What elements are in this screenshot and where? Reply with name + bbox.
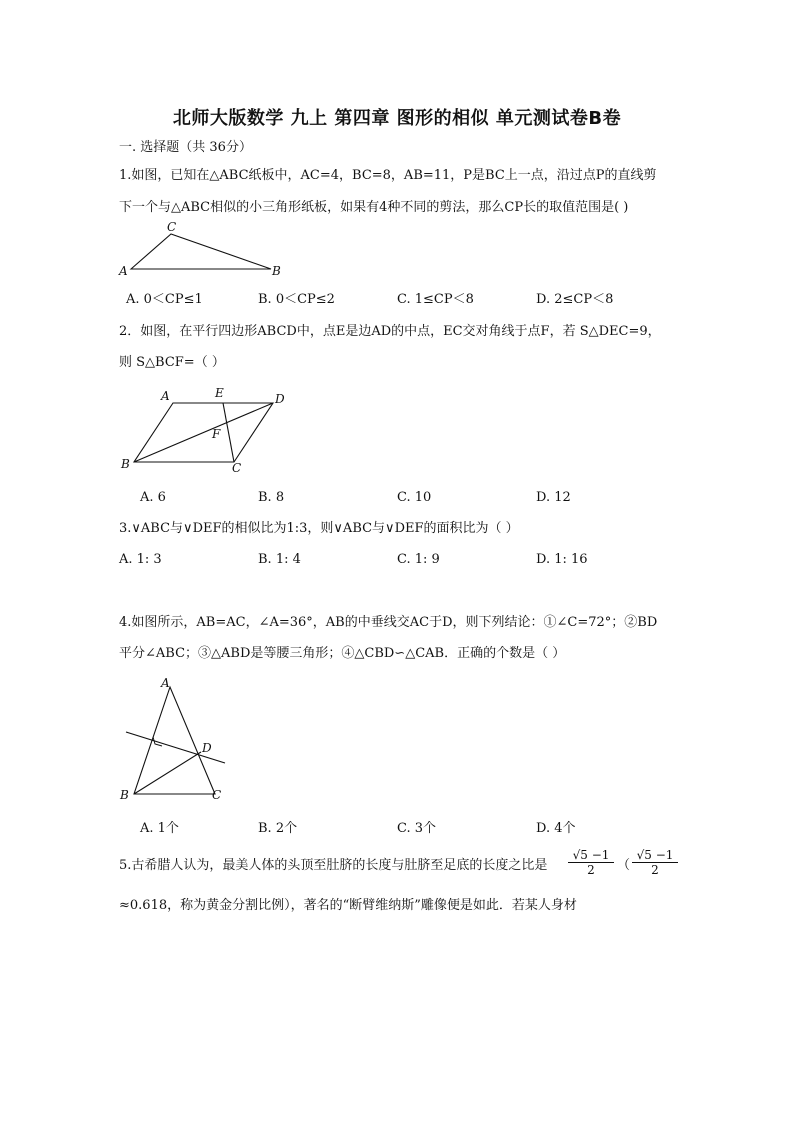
q1-triangle-abc (131, 234, 271, 269)
q2-option-b: B. 8 (258, 490, 285, 505)
q2-text-line1: 2．如图，在平行四边形ABCD中，点E是边AD的中点，EC交对角线于点F，若 S△DEC=9， (119, 324, 661, 339)
q4-label-d: D (202, 741, 212, 755)
q2-option-d: D. 12 (536, 490, 571, 505)
q1-option-d: D. 2≤CP＜8 (536, 292, 614, 307)
q5-fraction-1 (568, 848, 614, 877)
q5-fraction-1-numerator: √5 −1 (568, 848, 614, 863)
q4-option-c: C. 3个 (397, 821, 437, 836)
q2-option-c: C. 10 (397, 490, 432, 505)
q4-label-a: A (161, 676, 170, 690)
q3-option-a: A. 1: 3 (119, 552, 162, 567)
q3-text-line1: 3.∨ABC与∨DEF的相似比为1:3，则∨ABC与∨DEF的面积比为（ ） (119, 521, 519, 536)
q4-text-line1: 4.如图所示，AB=AC，∠A=36°，AB的中垂线交AC于D，则下列结论：①∠C=72°；②BD (119, 615, 658, 630)
q2-parallelogram-figure (117, 383, 297, 475)
q2-diagonal-bd (134, 403, 273, 462)
q4-option-b: B. 2个 (258, 821, 298, 836)
q3-option-d: D. 1: 16 (536, 552, 588, 567)
q1-option-b: B. 0＜CP≤2 (258, 292, 335, 307)
q2-label-d: D (275, 392, 285, 406)
q4-label-c: C (212, 788, 222, 802)
q1-label-c: C (167, 220, 177, 234)
page-title: 北师大版数学 九上 第四章 图形的相似 单元测试卷B卷 (172, 108, 622, 129)
q1-option-a: A. 0＜CP≤1 (126, 292, 203, 307)
q5-fraction-2 (632, 848, 678, 877)
q5-text-line1: 5.古希腊人认为，最美人体的头顶至肚脐的长度与肚脐至足底的长度之比是 (119, 858, 548, 873)
q3-option-c: C. 1: 9 (397, 552, 440, 567)
q2-label-e: E (215, 386, 224, 400)
section-heading: 一. 选择题（共 36分） (119, 140, 252, 155)
q5-text-line2: ≈0.618，称为黄金分割比例），著名的“断臂维纳斯”雕像便是如此．若某人身材 (119, 898, 577, 913)
q4-option-a: A. 1个 (140, 821, 179, 836)
q5-fraction-2-numerator: √5 −1 (632, 848, 678, 863)
q3-option-b: B. 1: 4 (258, 552, 301, 567)
q1-text-line2: 下一个与△ABC相似的小三角形纸板，如果有4种不同的剪法，那么CP长的取值范围是( ) (119, 200, 629, 215)
q1-label-b: B (272, 264, 281, 278)
q2-segment-ec (223, 403, 234, 462)
q1-text-line1: 1.如图，已知在△ABC纸板中，AC=4，BC=8，AB=11，P是BC上一点，沿过点P的直线剪 (119, 168, 657, 183)
q2-label-b: B (121, 457, 130, 471)
q1-triangle-figure (115, 218, 290, 280)
q4-segment-bd (134, 752, 201, 794)
q1-option-c: C. 1≤CP＜8 (397, 292, 474, 307)
q4-label-b: B (120, 788, 129, 802)
q2-label-f: F (212, 427, 221, 441)
q4-triangle-figure (117, 674, 229, 806)
q2-text-line2: 则 S△BCF=（ ） (119, 355, 225, 370)
q4-text-line2: 平分∠ABC；③△ABD是等腰三角形；④△CBD∽△CAB．正确的个数是（ ） (119, 646, 566, 661)
q2-option-a: A. 6 (140, 490, 166, 505)
q1-label-a: A (119, 264, 128, 278)
q5-fraction-1-denominator: 2 (587, 863, 595, 877)
q2-label-a: A (161, 389, 170, 403)
q5-paren-open: （ (617, 858, 631, 873)
q5-fraction-2-denominator: 2 (651, 863, 659, 877)
q4-option-d: D. 4个 (536, 821, 576, 836)
q2-label-c: C (232, 461, 242, 475)
